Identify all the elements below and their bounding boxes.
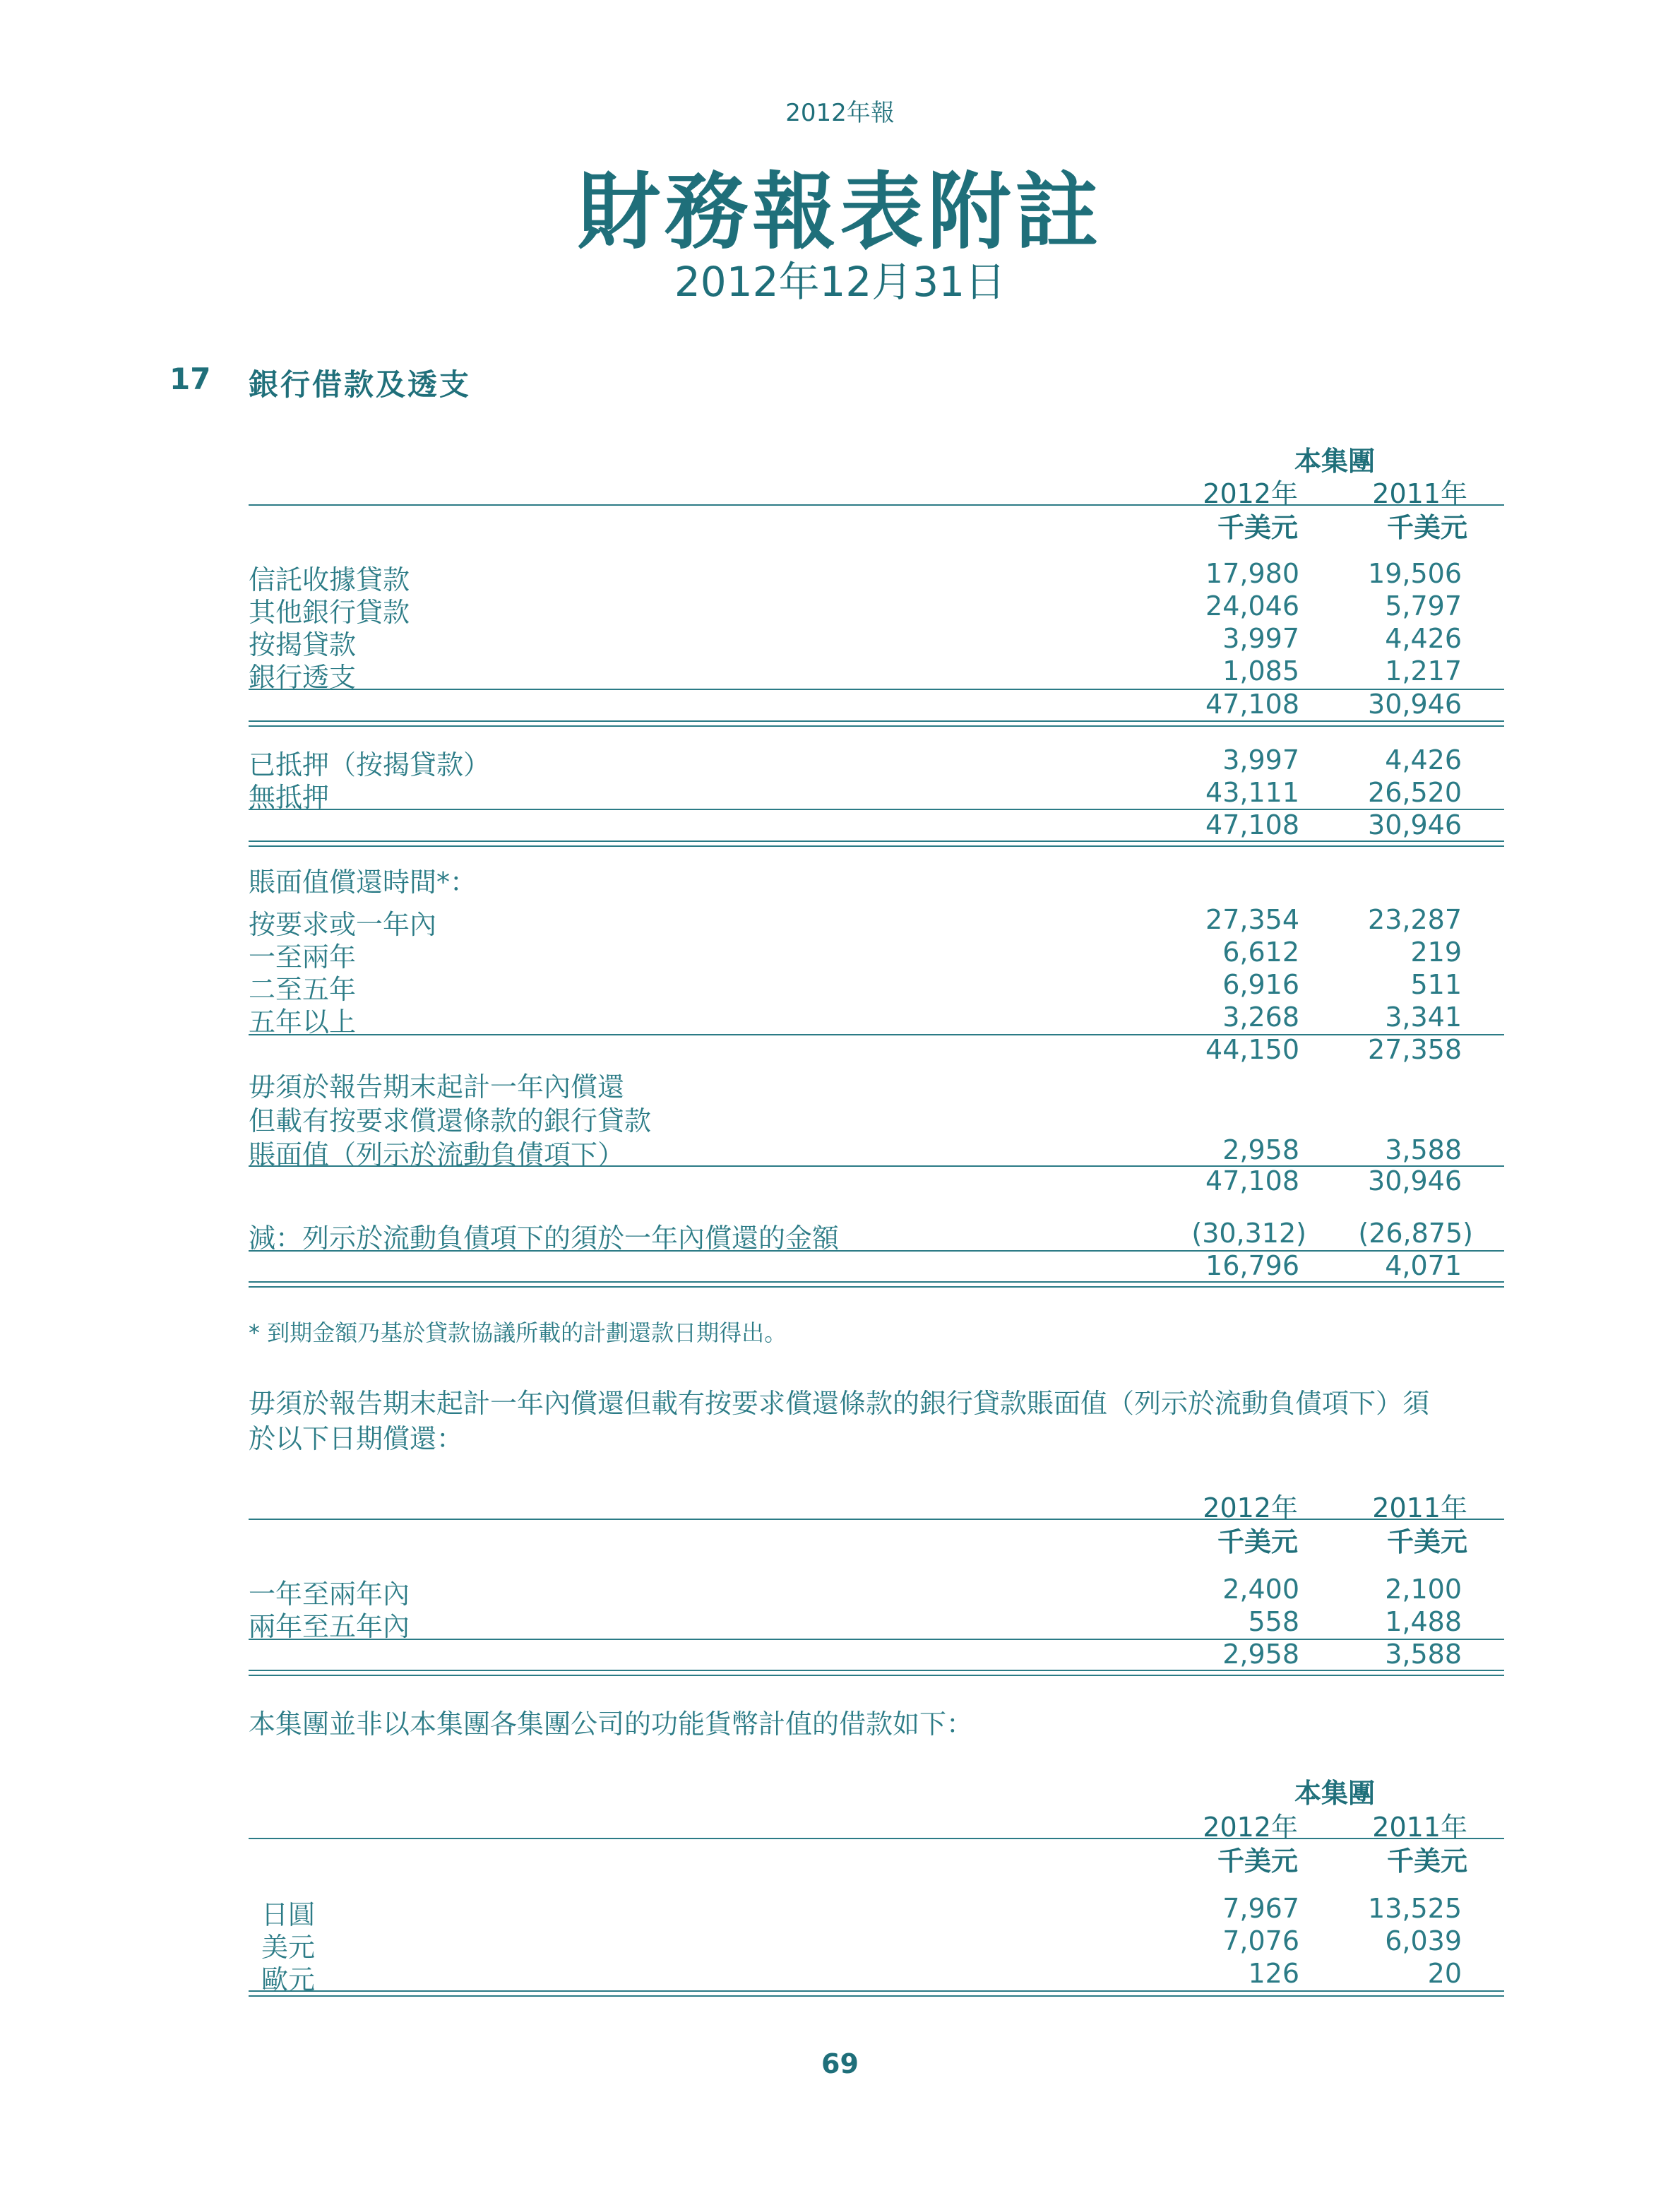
section-number: 17: [169, 362, 211, 396]
total-double-rule: [249, 840, 1504, 847]
value-2011: 1,217: [1385, 655, 1462, 687]
report-year: 2012年報: [785, 99, 895, 127]
value-2012: 7,076: [1222, 1925, 1299, 1956]
less-2011: (26,875): [1358, 1218, 1473, 1249]
total-double-rule: [249, 1281, 1504, 1288]
value-2012: 24,046: [1205, 590, 1299, 622]
row-rule: [249, 1034, 1504, 1035]
currency-intro: 本集團並非以本集團各集團公司的功能貨幣計值的借款如下：: [249, 1709, 974, 1740]
row-rule: [249, 689, 1504, 690]
col-2012-unit: 千美元: [1217, 512, 1298, 543]
row-label: 信託收據貸款: [249, 564, 410, 595]
value-2012: 3,997: [1222, 744, 1299, 776]
col-2012-year: 2012年: [1203, 478, 1298, 509]
value-2011: 19,506: [1368, 558, 1462, 589]
row-label: 二至五年: [249, 974, 357, 1005]
row-label: 按揭貸款: [249, 629, 357, 660]
demand-label-line2: 但載有按要求償還條款的銀行貸款: [249, 1105, 652, 1136]
row-label: 兩年至五年內: [249, 1611, 410, 1642]
value-2011: 5,797: [1385, 590, 1462, 622]
value-2012: 2,400: [1222, 1574, 1299, 1605]
page-date: 2012年12月31日: [674, 258, 1006, 306]
subtotal-2012: 44,150: [1205, 1034, 1299, 1065]
value-2011: 2,100: [1385, 1574, 1462, 1605]
value-2011: 3,341: [1385, 1002, 1462, 1033]
page-number: 69: [821, 2048, 859, 2079]
value-2011: 26,520: [1368, 777, 1462, 808]
row-rule: [249, 1250, 1504, 1252]
col-2011-year: 2011年: [1372, 1812, 1467, 1843]
row-label: 一至兩年: [249, 941, 357, 973]
row-label: 按要求或一年內: [249, 909, 437, 940]
value-2012: 6,916: [1222, 969, 1299, 1000]
value-2012: 43,111: [1205, 777, 1299, 808]
col-2012-year: 2012年: [1203, 1492, 1298, 1523]
col-2012-unit: 千美元: [1217, 1526, 1298, 1557]
value-2011: 4,426: [1385, 744, 1462, 776]
subtotal-2011: 27,358: [1368, 1034, 1462, 1065]
value-2012: 3,268: [1222, 1002, 1299, 1033]
value-2012: 27,354: [1205, 904, 1299, 935]
header-rule: [249, 504, 1504, 506]
less-2012: (30,312): [1191, 1218, 1306, 1249]
header-rule: [249, 1838, 1504, 1839]
value-2012: 3,997: [1222, 623, 1299, 654]
value-2012: 1,085: [1222, 655, 1299, 687]
paragraph-line1: 毋須於報告期末起計一年內償還但載有按要求償還條款的銀行貸款賬面值（列示於流動負債項下）須: [249, 1388, 1430, 1419]
value-2011: 1,488: [1385, 1606, 1462, 1637]
total-2012: 47,108: [1205, 1165, 1299, 1196]
row-rule: [249, 1639, 1504, 1640]
footnote: * 到期金額乃基於貸款協議所載的計劃還款日期得出。: [249, 1319, 787, 1346]
col-2011-year: 2011年: [1372, 478, 1467, 509]
row-rule: [249, 809, 1504, 810]
total-2011: 3,588: [1385, 1639, 1462, 1670]
net-2011: 4,071: [1385, 1250, 1462, 1281]
demand-label-line3: 賬面值（列示於流動負債項下）: [249, 1139, 625, 1170]
row-label: 歐元: [261, 1964, 316, 1995]
col-2011-unit: 千美元: [1386, 1846, 1467, 1877]
total-2012: 2,958: [1222, 1639, 1299, 1670]
value-2011: 511: [1410, 969, 1462, 1000]
demand-2011: 3,588: [1385, 1134, 1462, 1165]
row-label: 其他銀行貸款: [249, 597, 410, 628]
group-label: 本集團: [1294, 446, 1375, 477]
value-2012: 6,612: [1222, 937, 1299, 968]
section-title: 銀行借款及透支: [249, 367, 472, 402]
row-rule: [249, 1165, 1504, 1167]
maturity-heading: 賬面值償還時間*：: [249, 867, 477, 898]
row-label: 銀行透支: [249, 662, 357, 693]
less-current-label: 減：列示於流動負債項下的須於一年內償還的金額: [249, 1223, 840, 1254]
row-label: 美元: [261, 1932, 316, 1963]
value-2011: 219: [1410, 937, 1462, 968]
row-label: 五年以上: [249, 1006, 357, 1038]
header-rule: [249, 1519, 1504, 1520]
total-2011: 30,946: [1368, 809, 1462, 840]
total-double-rule: [249, 1990, 1504, 1997]
demand-2012: 2,958: [1222, 1134, 1299, 1165]
value-2011: 23,287: [1368, 904, 1462, 935]
row-label: 日圓: [261, 1899, 316, 1930]
col-2012-unit: 千美元: [1217, 1846, 1298, 1877]
demand-label-line1: 毋須於報告期末起計一年內償還: [249, 1071, 625, 1103]
value-2012: 17,980: [1205, 558, 1299, 589]
value-2012: 558: [1248, 1606, 1299, 1637]
net-2012: 16,796: [1205, 1250, 1299, 1281]
paragraph-line2: 於以下日期償還：: [249, 1423, 464, 1454]
value-2011: 6,039: [1385, 1925, 1462, 1956]
value-2012: 7,967: [1222, 1893, 1299, 1924]
value-2011: 4,426: [1385, 623, 1462, 654]
page-title: 財務報表附註: [577, 163, 1103, 261]
total-2012: 47,108: [1205, 809, 1299, 840]
col-2011-unit: 千美元: [1386, 512, 1467, 543]
row-label: 一年至兩年內: [249, 1579, 410, 1610]
total-2011: 30,946: [1368, 689, 1462, 720]
total-2012: 47,108: [1205, 689, 1299, 720]
row-label: 無抵押: [249, 782, 330, 813]
col-2011-unit: 千美元: [1386, 1526, 1467, 1557]
group-label: 本集團: [1294, 1778, 1375, 1809]
total-2011: 30,946: [1368, 1165, 1462, 1196]
total-double-rule: [249, 720, 1504, 727]
row-label: 已抵押（按揭貸款）: [249, 749, 491, 780]
value-2012: 126: [1248, 1958, 1299, 1989]
col-2012-year: 2012年: [1203, 1812, 1298, 1843]
value-2011: 20: [1427, 1958, 1462, 1989]
value-2011: 13,525: [1368, 1893, 1462, 1924]
total-double-rule: [249, 1670, 1504, 1676]
col-2011-year: 2011年: [1372, 1492, 1467, 1523]
